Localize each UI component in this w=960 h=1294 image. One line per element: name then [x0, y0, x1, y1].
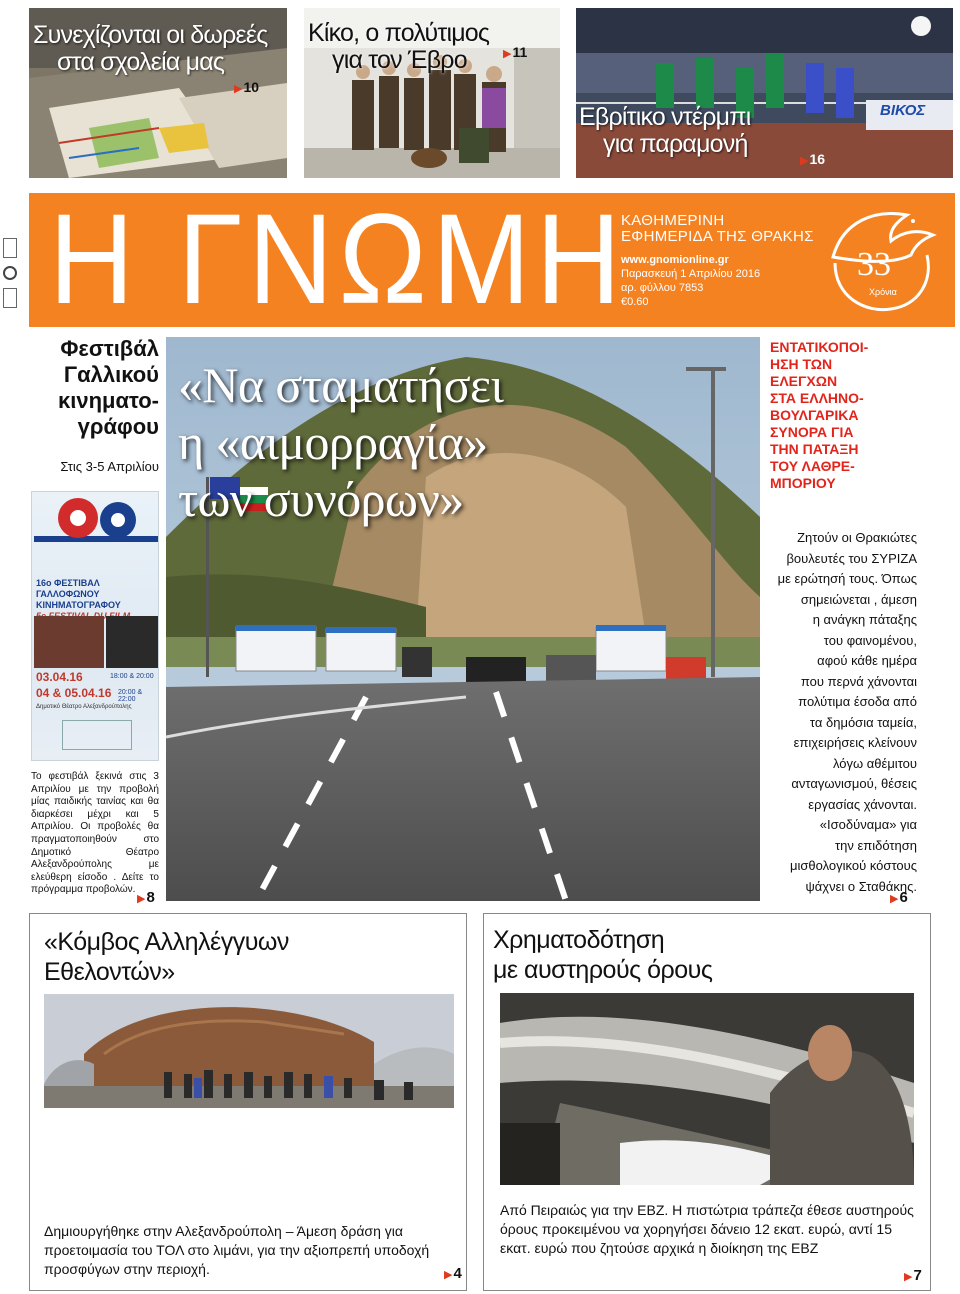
poster-time-1: 18:00 & 20:00 [110, 673, 154, 680]
volunteers-caption: Δημιουργήθηκε στην Αλεξανδρούπολη – Άμεση δράση για προετοιμασία του ΤΟΛ στο λιμάνι, για την αξιοπρεπή υποδοχή προσφύγων στην περιοχή. [44, 1223, 430, 1277]
body-line: αφού κάθε ημέρα [817, 653, 917, 668]
teaser-title-line: Συνεχίζονται οι δωρεές [33, 21, 268, 49]
body-line: Ζητούν οι Θρακιώτες [797, 530, 917, 545]
tagline [621, 213, 814, 245]
publisher-marks [3, 238, 17, 322]
festival-poster [31, 491, 159, 761]
page-number: 11 [512, 44, 528, 60]
body-line: τα δημόσια ταμεία, [809, 714, 917, 730]
poster-line: ΚΙΝΗΜΑΤΟΓΡΑΦΟΥ [36, 600, 121, 610]
headline-line: ΤΗΝ ΠΑΤΑΞΗ [770, 441, 859, 457]
poster-film-image [34, 616, 104, 668]
teaser-title-donations [33, 22, 267, 76]
body-line: επιχειρήσεις κλείνουν [793, 735, 917, 750]
title-line: Εθελοντών» [44, 958, 175, 986]
teaser-photo-volleyball[interactable] [576, 8, 953, 178]
teaser-title-line: στα σχολεία μας [57, 48, 225, 76]
headline-line: Γαλλικού [63, 362, 159, 387]
body-line: βουλευτές του ΣΥΡΙΖΑ [786, 550, 917, 566]
festival-body: Το φεστιβάλ ξεκινά στις 3 Απριλίου με την προβολή μίας παιδικής ταινίας και θα διαρκέσει μέχρι και 5 Απριλίου. Οι προβολές θα πραγματοποιηθούν στο Δημοτικό Θέατρο Αλεξανδρούπολης με ελεύθερη είσοδο . Δείτε το πρόγραμμα προβολών. [31, 771, 159, 896]
tagline-line: ΚΑΘΗΜΕΡΙΝΗ [621, 212, 725, 229]
page-number: 4 [453, 1265, 462, 1282]
poster-venue: Δημοτικό Θέατρο Αλεξανδρούπολης [36, 704, 132, 710]
body-line: η ανάγκη πάταξης [812, 612, 917, 627]
smuggling-headline[interactable] [770, 339, 930, 492]
page-ref-7[interactable] [904, 1267, 922, 1284]
body-line: πολύτιμα έσοδα από [798, 694, 917, 709]
issue-price: €0.60 [621, 296, 649, 308]
headline-line: ΣΥΝΟΡΑ ΓΙΑ [770, 424, 854, 440]
page-ref-16[interactable] [800, 151, 825, 167]
website-link[interactable]: www.gnomionline.gr [621, 254, 729, 266]
headline-line: «Να σταματήσει [178, 357, 504, 413]
body-line: λόγω αθέμιτου [832, 755, 917, 771]
title-line: Χρηματοδότηση [493, 926, 665, 954]
title-line: «Κόμβος Αλληλέγγυων [44, 928, 289, 956]
factory-image [500, 993, 914, 1185]
body-line: μισθολογικού κόστους [790, 858, 917, 873]
triangle-icon: ▶ [137, 893, 146, 905]
body-line: ψάχνει ο Σταθάκης. [805, 878, 917, 894]
page-ref-10[interactable] [234, 79, 259, 95]
headline-line: ΕΛΕΓΧΩΝ [770, 373, 838, 389]
poster-logos [62, 720, 132, 750]
teaser-photo-dog[interactable] [304, 8, 560, 178]
headline-line: γράφου [77, 414, 159, 439]
teaser-title-line: Εβρίτικο ντέρμπι [579, 103, 751, 131]
masthead [29, 188, 955, 331]
teaser-title-line: για τον Έβρο [332, 46, 467, 74]
headline-line: ΕΝΤΑΤΙΚΟΠΟΙ- [770, 339, 869, 355]
headline-line: ΣΤΑ ΕΛΛΗΝΟ- [770, 390, 864, 406]
teaser-title-kiko [308, 20, 489, 74]
title-line: με αυστηρούς όρους [493, 956, 713, 984]
headline-line: Φεστιβάλ [60, 336, 159, 361]
volunteers-title [44, 927, 289, 987]
page-number: 10 [243, 79, 260, 95]
body-line: σημειώνεται , άμεση [800, 591, 917, 607]
main-headline[interactable] [178, 357, 503, 528]
anniversary-badge [815, 201, 945, 317]
triangle-icon: ▶ [234, 83, 243, 95]
tagline-line: ΕΦΗΜΕΡΙΔΑ ΤΗΣ ΘΡΑΚΗΣ [621, 228, 814, 245]
headline-line: των συνόρων» [178, 471, 464, 527]
page-number: 7 [913, 1267, 922, 1284]
poster-date-2: 04 & 05.04.16 [36, 686, 112, 700]
triangle-icon: ▶ [503, 48, 512, 60]
page-ref-8[interactable] [137, 889, 155, 906]
poster-date-1: 03.04.16 [36, 670, 83, 684]
page-number: 6 [899, 889, 908, 906]
anniversary-number: 33 [857, 246, 891, 283]
triangle-icon: ▶ [444, 1269, 453, 1281]
smuggling-body [765, 528, 917, 897]
headline-line: η «αιμορραγία» [178, 414, 488, 470]
anniversary-label: Χρόνια [869, 287, 897, 297]
circle-seal-icon [3, 266, 17, 280]
body-line: την επιδότηση [834, 837, 917, 853]
teaser-photo-classroom[interactable] [29, 8, 287, 178]
body-line: ανταγωνισμού, θέσεις [791, 776, 917, 791]
publisher-logo-icon [3, 238, 17, 258]
newspaper-title[interactable]: Η ΓΝΩΜΗ [49, 188, 627, 331]
financing-title [493, 925, 712, 985]
headline-line: ΒΟΥΛΓΑΡΙΚΑ [770, 407, 859, 423]
body-line: εργασίας χάνονται. [808, 796, 917, 812]
banner-text: ΒΙΚΟΣ [880, 102, 926, 119]
page-number: 8 [146, 889, 155, 906]
headline-line: ΤΟΥ ΛΑΘΡΕ- [770, 458, 855, 474]
refugees-image [44, 994, 454, 1108]
teaser-title-line: για παραμονή [603, 130, 748, 158]
festival-headline[interactable] [31, 336, 159, 440]
poster-film-image [106, 616, 158, 668]
issue-info [621, 253, 760, 309]
page-ref-11[interactable] [503, 44, 527, 60]
refugees-photo [44, 994, 454, 1108]
film-reel-icon [32, 492, 159, 592]
headline-line: κινηματο- [57, 388, 159, 413]
volunteers-story-box[interactable] [29, 913, 467, 1291]
financing-story-box[interactable] [483, 913, 931, 1291]
teaser-title-line: Κίκο, ο πολύτιμος [308, 19, 490, 47]
triangle-icon: ▶ [904, 1271, 913, 1283]
page-ref-6[interactable] [890, 889, 908, 906]
headline-line: ΗΣΗ ΤΩΝ [770, 356, 833, 372]
headline-line: ΜΠΟΡΙΟΥ [770, 475, 836, 491]
issue-number: αρ. φύλλου 7853 [621, 282, 704, 294]
barcode-icon [3, 288, 17, 308]
festival-date: Στις 3-5 Απριλίου [60, 459, 159, 474]
page-number: 16 [809, 151, 826, 167]
poster-line: 16ο ΦΕΣΤΙΒΑΛ ΓΑΛΛΟΦΩΝΟΥ [36, 578, 100, 599]
page-ref-4[interactable] [444, 1265, 462, 1282]
issue-date: Παρασκευή 1 Απριλίου 2016 [621, 268, 761, 280]
poster-time-2: 20:00 & 22:00 [118, 689, 143, 703]
factory-photo [500, 993, 914, 1185]
body-line: που περνά χάνονται [800, 673, 917, 689]
body-line: με ερώτησή τους. Όπως [777, 571, 917, 586]
teaser-title-derby [579, 104, 750, 158]
triangle-icon: ▶ [800, 155, 809, 167]
body-line: «Ισοδύναμα» για [819, 817, 917, 832]
financing-caption: Από Πειραιώς για την ΕΒΖ. Η πιστώτρια τράπεζα έθεσε αυστηρούς όρους προκειμένου να χορηγήσει δάνειο 12 εκατ. ευρώ, αντί 15 εκατ. ευρώ που ζητούσε αρχικά η διοίκηση της ΕΒΖ [500, 1202, 914, 1256]
body-line: του φαινομένου, [823, 632, 917, 648]
triangle-icon: ▶ [890, 893, 899, 905]
